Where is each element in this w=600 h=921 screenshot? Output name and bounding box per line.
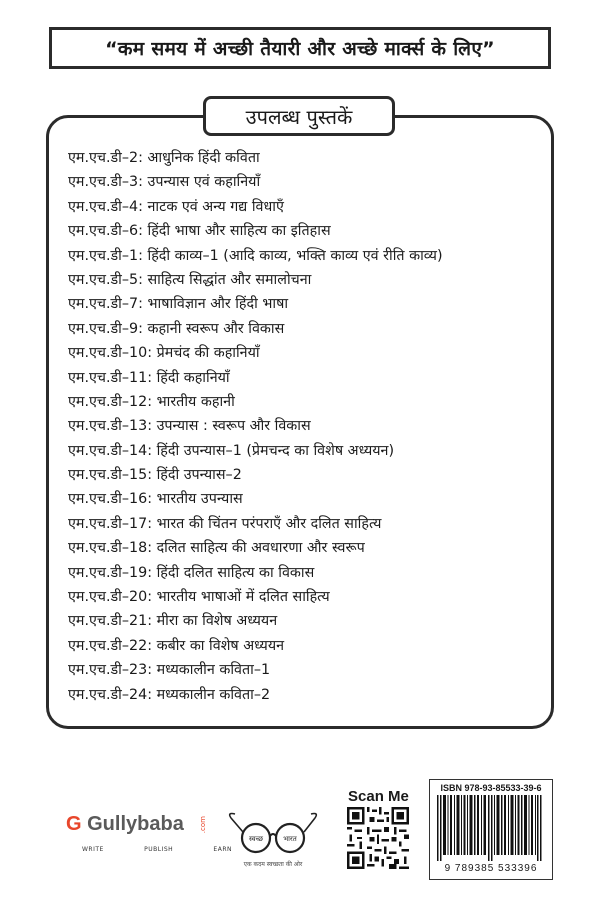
book-item: एम.एच.डी–17: भारत की चिंतन परंपराएँ और दलित साहित्य: [68, 515, 382, 532]
book-item: एम.एच.डी–22: कबीर का विशेष अध्ययन: [68, 637, 285, 654]
book-item: एम.एच.डी–1: हिंदी काव्य–1 (आदि काव्य, भक्ति काव्य एवं रीति काव्य): [68, 247, 443, 264]
tagline-box: [49, 27, 551, 69]
tagline-text: “कम समय में अच्छी तैयारी और अच्छे मार्क्स के लिए”: [105, 38, 495, 60]
publisher-g-mark: G: [66, 813, 82, 835]
book-item: एम.एच.डी–5: साहित्य सिद्धांत और समालोचना: [68, 271, 312, 288]
panel-title: [203, 96, 395, 136]
book-item: एम.एच.डी–12: भारतीय कहानी: [68, 393, 235, 410]
swachh-right-text: भारत: [283, 835, 297, 843]
publisher-tag: EARN: [213, 846, 232, 853]
panel-title-text: उपलब्ध पुस्तकें: [245, 104, 353, 129]
publisher-name: [66, 813, 184, 836]
book-item: एम.एच.डी–11: हिंदी कहानियाँ: [68, 369, 230, 386]
book-item: एम.एच.डी–7: भाषाविज्ञान और हिंदी भाषा: [68, 296, 289, 313]
book-item: एम.एच.डी–10: प्रेमचंद की कहानियाँ: [68, 345, 260, 362]
book-item: एम.एच.डी–21: मीरा का विशेष अध्ययन: [68, 613, 278, 630]
publisher-logo: [66, 813, 232, 853]
book-item: एम.एच.डी–24: मध्यकालीन कविता–2: [68, 686, 271, 703]
swachh-bharat-logo: [223, 810, 323, 868]
book-item: एम.एच.डी–16: भारतीय उपन्यास: [68, 491, 243, 508]
book-item: एम.एच.डी–15: हिंदी उपन्यास–2: [68, 467, 242, 484]
isbn-digits: 9 789385 533396: [444, 863, 538, 874]
book-item: एम.एच.डी–23: मध्यकालीन कविता–1: [68, 662, 271, 679]
book-item: एम.एच.डी–14: हिंदी उपन्यास–1 (प्रेमचन्द का विशेष अध्ययन): [68, 442, 395, 459]
book-item: एम.एच.डी–19: हिंदी दलित साहित्य का विकास: [68, 564, 315, 581]
swachh-caption: एक कदम स्वच्छता की ओर: [243, 861, 303, 868]
publisher-wordmark: Gullybaba: [87, 813, 184, 835]
barcode-icon: [437, 795, 545, 861]
publisher-tag: WRITE: [82, 846, 104, 853]
publisher-tags: [82, 846, 232, 853]
book-item: एम.एच.डी–9: कहानी स्वरूप और विकास: [68, 320, 285, 337]
swachh-left-text: स्वच्छ: [248, 835, 264, 843]
book-item: एम.एच.डी–2: आधुनिक हिंदी कविता: [68, 150, 260, 166]
isbn-label: ISBN 978-93-85533-39-6: [440, 783, 542, 793]
book-item: एम.एच.डी–13: उपन्यास : स्वरूप और विकास: [68, 418, 311, 435]
publisher-com: .com: [199, 816, 207, 834]
book-item: एम.एच.डी–20: भारतीय भाषाओं में दलित साहित्य: [68, 589, 330, 606]
book-list: [68, 146, 443, 707]
book-item: एम.एच.डी–6: हिंदी भाषा और साहित्य का इतिहास: [68, 223, 331, 240]
book-item: एम.एच.डी–4: नाटक एवं अन्य गद्य विधाएँ: [68, 198, 284, 215]
book-item: एम.एच.डी–18: दलित साहित्य की अवधारणा और स्वरूप: [68, 540, 365, 557]
book-item: एम.एच.डी–3: उपन्यास एवं कहानियाँ: [68, 174, 261, 191]
qr-code[interactable]: [347, 807, 409, 869]
spectacles-icon: [223, 810, 323, 858]
scan-me-label: Scan Me: [348, 788, 409, 805]
isbn-barcode-block: [429, 779, 553, 880]
publisher-tag: PUBLISH: [144, 846, 174, 853]
